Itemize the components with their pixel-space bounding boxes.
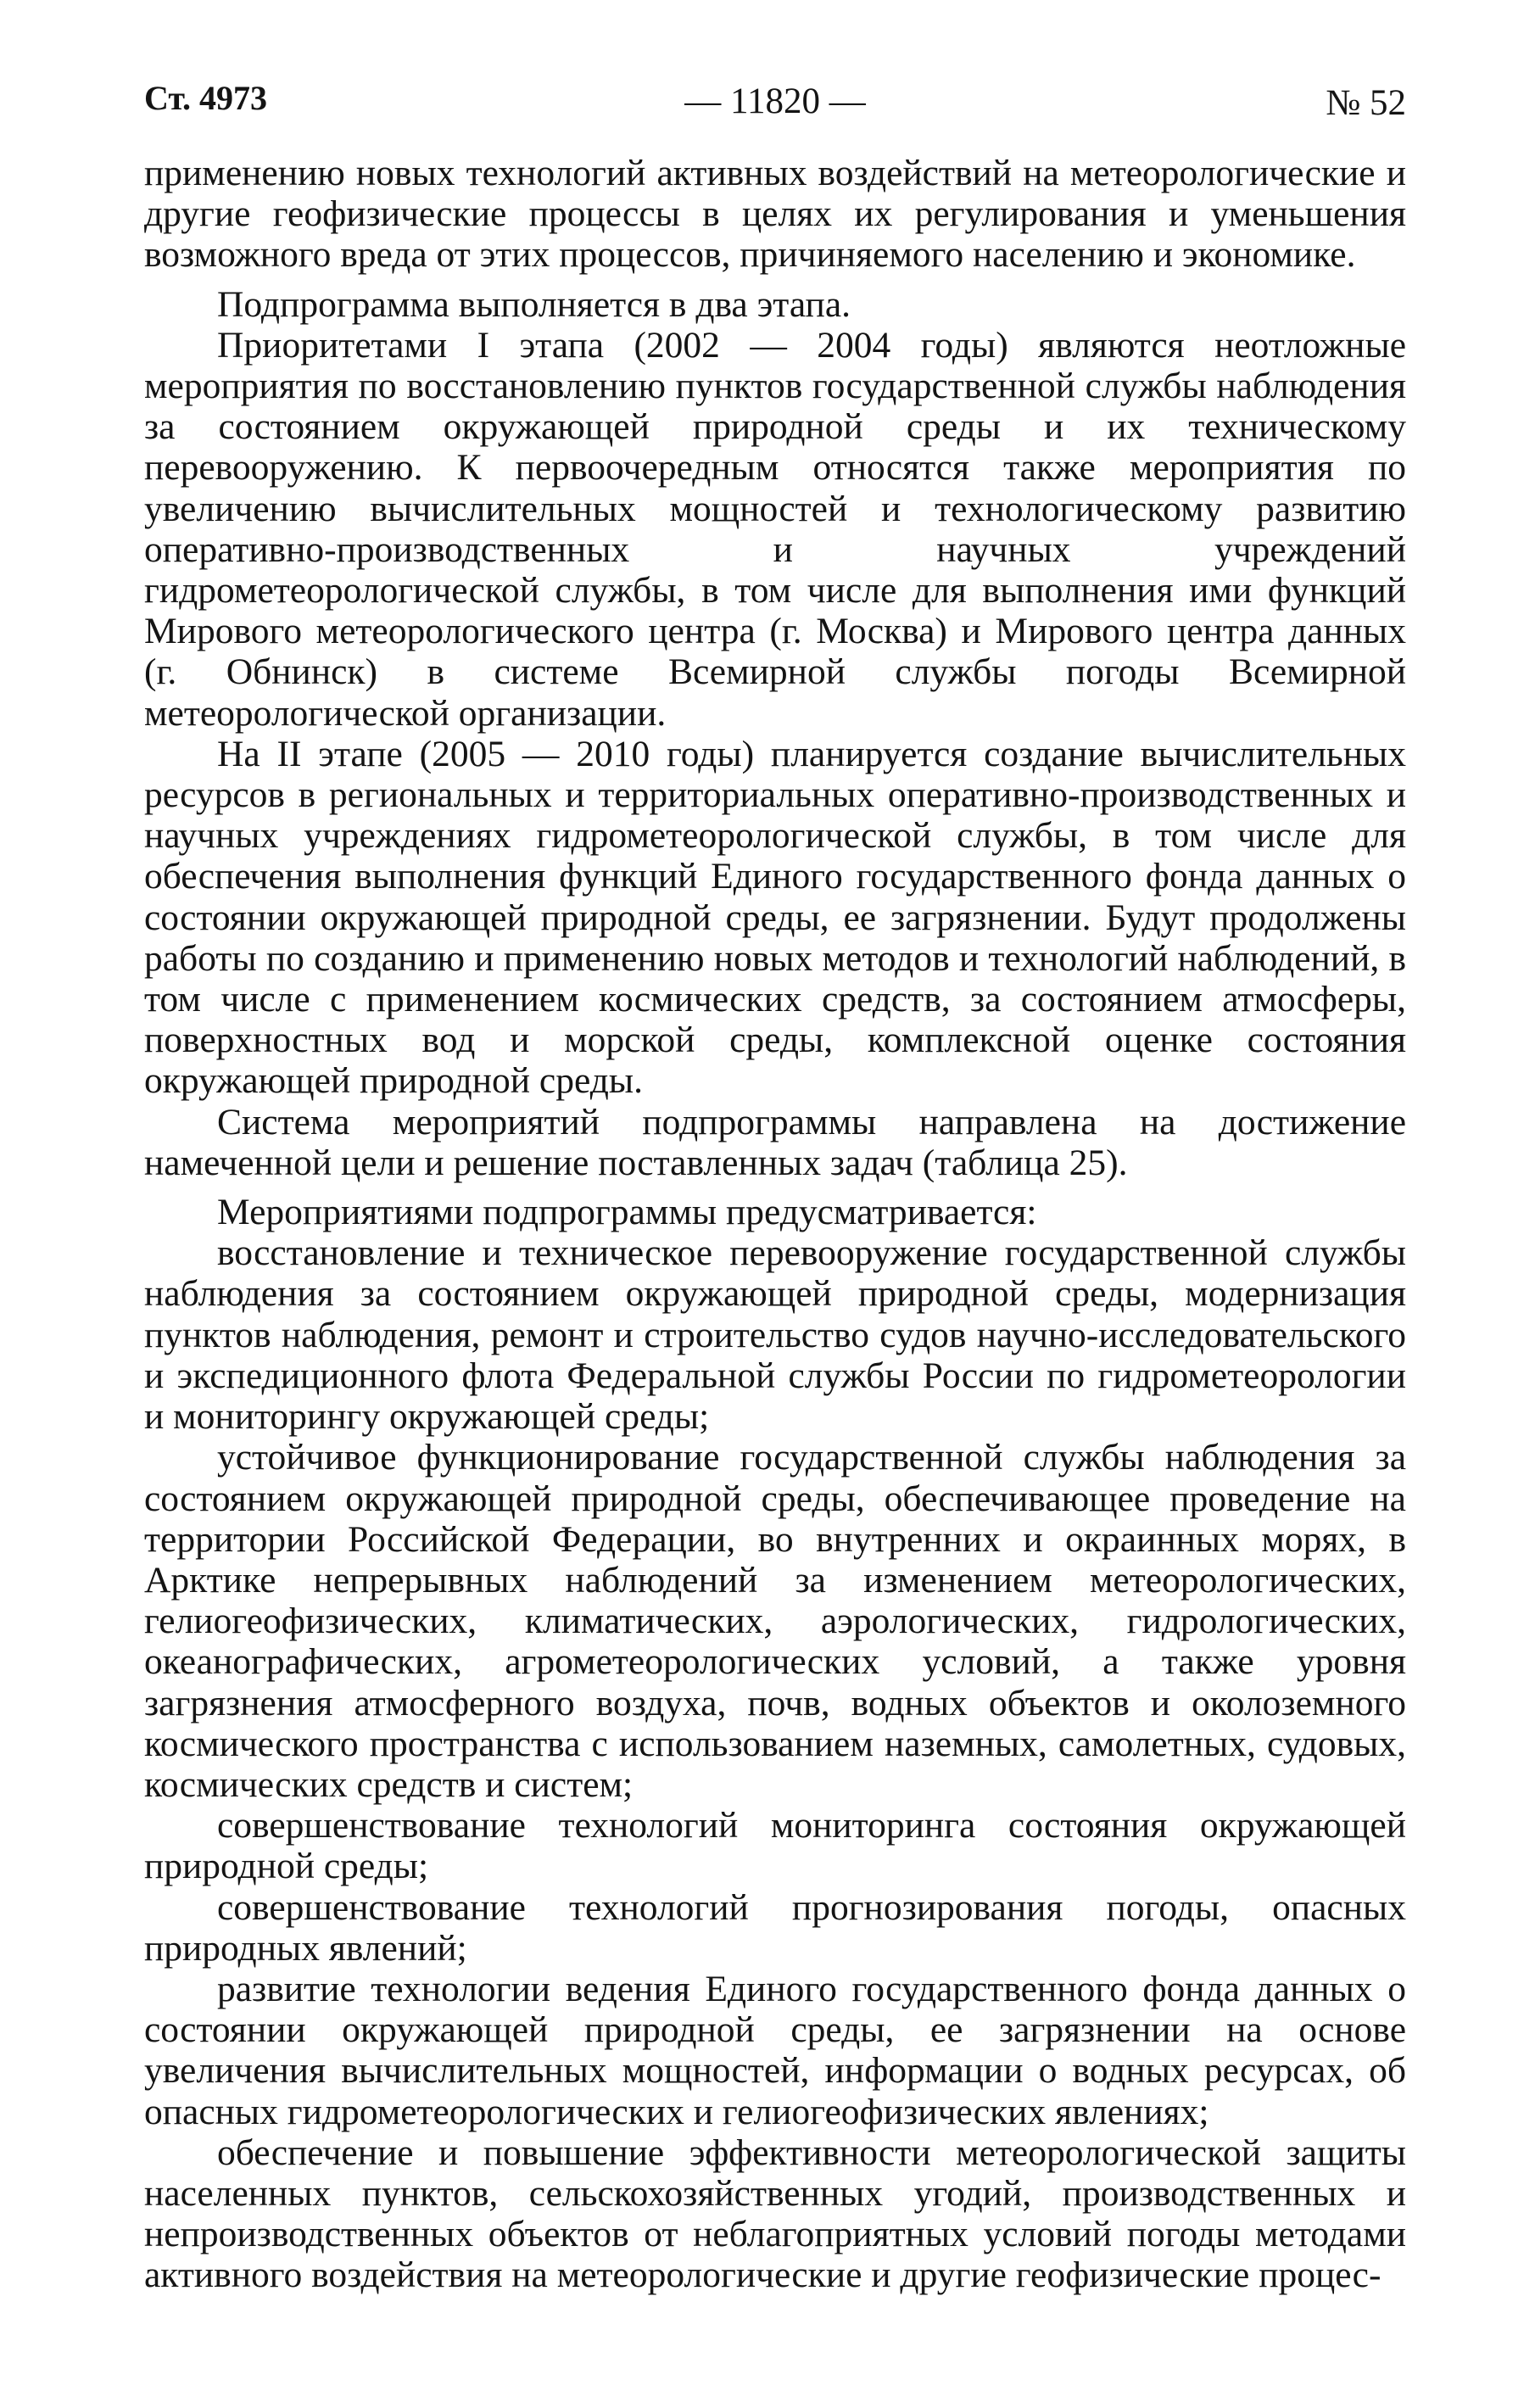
paragraph-continuation: применению новых технологий активных воздействий на метеорологические и другие геофизические процессы в целях их регулирования и уменьшения возможного вреда от этих процессов, причиняемого населению и экономике. <box>144 153 1406 276</box>
list-item-restoration: восстановление и техническое перевооружение государственной службы наблюдения за состоянием окружающей природной среды, модернизация пунктов наблюдения, ремонт и строительство судов научно-исследовательского и экспедиционного флота Федеральной службы России по гидрометеорологии и мониторингу окружающей среды; <box>144 1232 1406 1438</box>
paragraph-stage-one: Приоритетами I этапа (2002 — 2004 годы) являются неотложные мероприятия по восстановлению пунктов государственной службы наблюдения за состоянием окружающей природной среды и их техническому перевооружению. К первоочередным относятся также мероприятия по увеличению вычислительных мощностей и технологическому развитию оперативно-производственных и научных учреждений гидрометеорологической службы, в том числе для выполнения ими функций Мирового метеорологического центра (г. Москва) и Мирового центра данных (г. Обнинск) в системе Всемирной службы погоды Всемирной метеорологической организации. <box>144 324 1406 734</box>
list-item-forecasting: совершенствование технологий прогнозирования погоды, опасных природных явлений; <box>144 1886 1406 1969</box>
document-page <box>144 71 1406 2296</box>
body-text <box>144 153 1406 2296</box>
list-item-monitoring: совершенствование технологий мониторинга состояния окружающей природной среды; <box>144 1805 1406 1887</box>
list-item-functioning: устойчивое функционирование государственной службы наблюдения за состоянием окружающей природной среды, обеспечивающее проведение на территории Российской Федерации, во внутренних и окраинных морях, в Арктике непрерывных наблюдений за изменением метеорологических, гелиогеофизических, климатических, аэрологических, гидрологических, океанографических, агрометеорологических условий, а также уровня загрязнения атмосферного воздуха, почв, водных объектов и околоземного космического пространства с использованием наземных, самолетных, судовых, космических средств и систем; <box>144 1437 1406 1805</box>
page-header <box>144 71 1406 139</box>
list-item-protection: обеспечение и повышение эффективности метеорологической защиты населенных пунктов, сельскохозяйственных угодий, производственных и непроизводственных объектов от неблагоприятных условий погоды методами активного воздействия на метеорологические и другие геофизические процес- <box>144 2131 1406 2296</box>
page-number: — 11820 — <box>684 81 866 121</box>
paragraph-stage-two: На II этапе (2005 — 2010 годы) планируется создание вычислительных ресурсов в региональных и территориальных оперативно-производственных и научных учреждениях гидрометеорологической службы, в том числе для обеспечения выполнения функций Единого государственного фонда данных о состоянии окружающей природной среды, ее загрязнении. Будут продолжены работы по созданию и применению новых методов и технологий наблюдений, в том числе с применением космических средств, за состоянием атмосферы, поверхностных вод и морской среды, комплексной оценке состояния окружающей природной среды. <box>144 733 1406 1102</box>
article-number: Ст. 4973 <box>144 79 267 117</box>
paragraph-stages: Подпрограмма выполняется в два этапа. <box>217 283 851 325</box>
paragraph-system: Система мероприятий подпрограммы направлена на достижение намеченной цели и решение поставленных задач (таблица 25). <box>144 1101 1406 1183</box>
list-item-data-fund: развитие технологии ведения Единого государственного фонда данных о состоянии окружающей природной среды, ее загрязнении на основе увеличения вычислительных мощностей, информации о водных ресурсах, об опасных гидрометеорологических и гелиогеофизических явлениях; <box>144 1968 1406 2132</box>
issue-number: № 52 <box>1326 83 1406 123</box>
paragraph-measures-intro: Мероприятиями подпрограммы предусматривается: <box>217 1192 1037 1233</box>
